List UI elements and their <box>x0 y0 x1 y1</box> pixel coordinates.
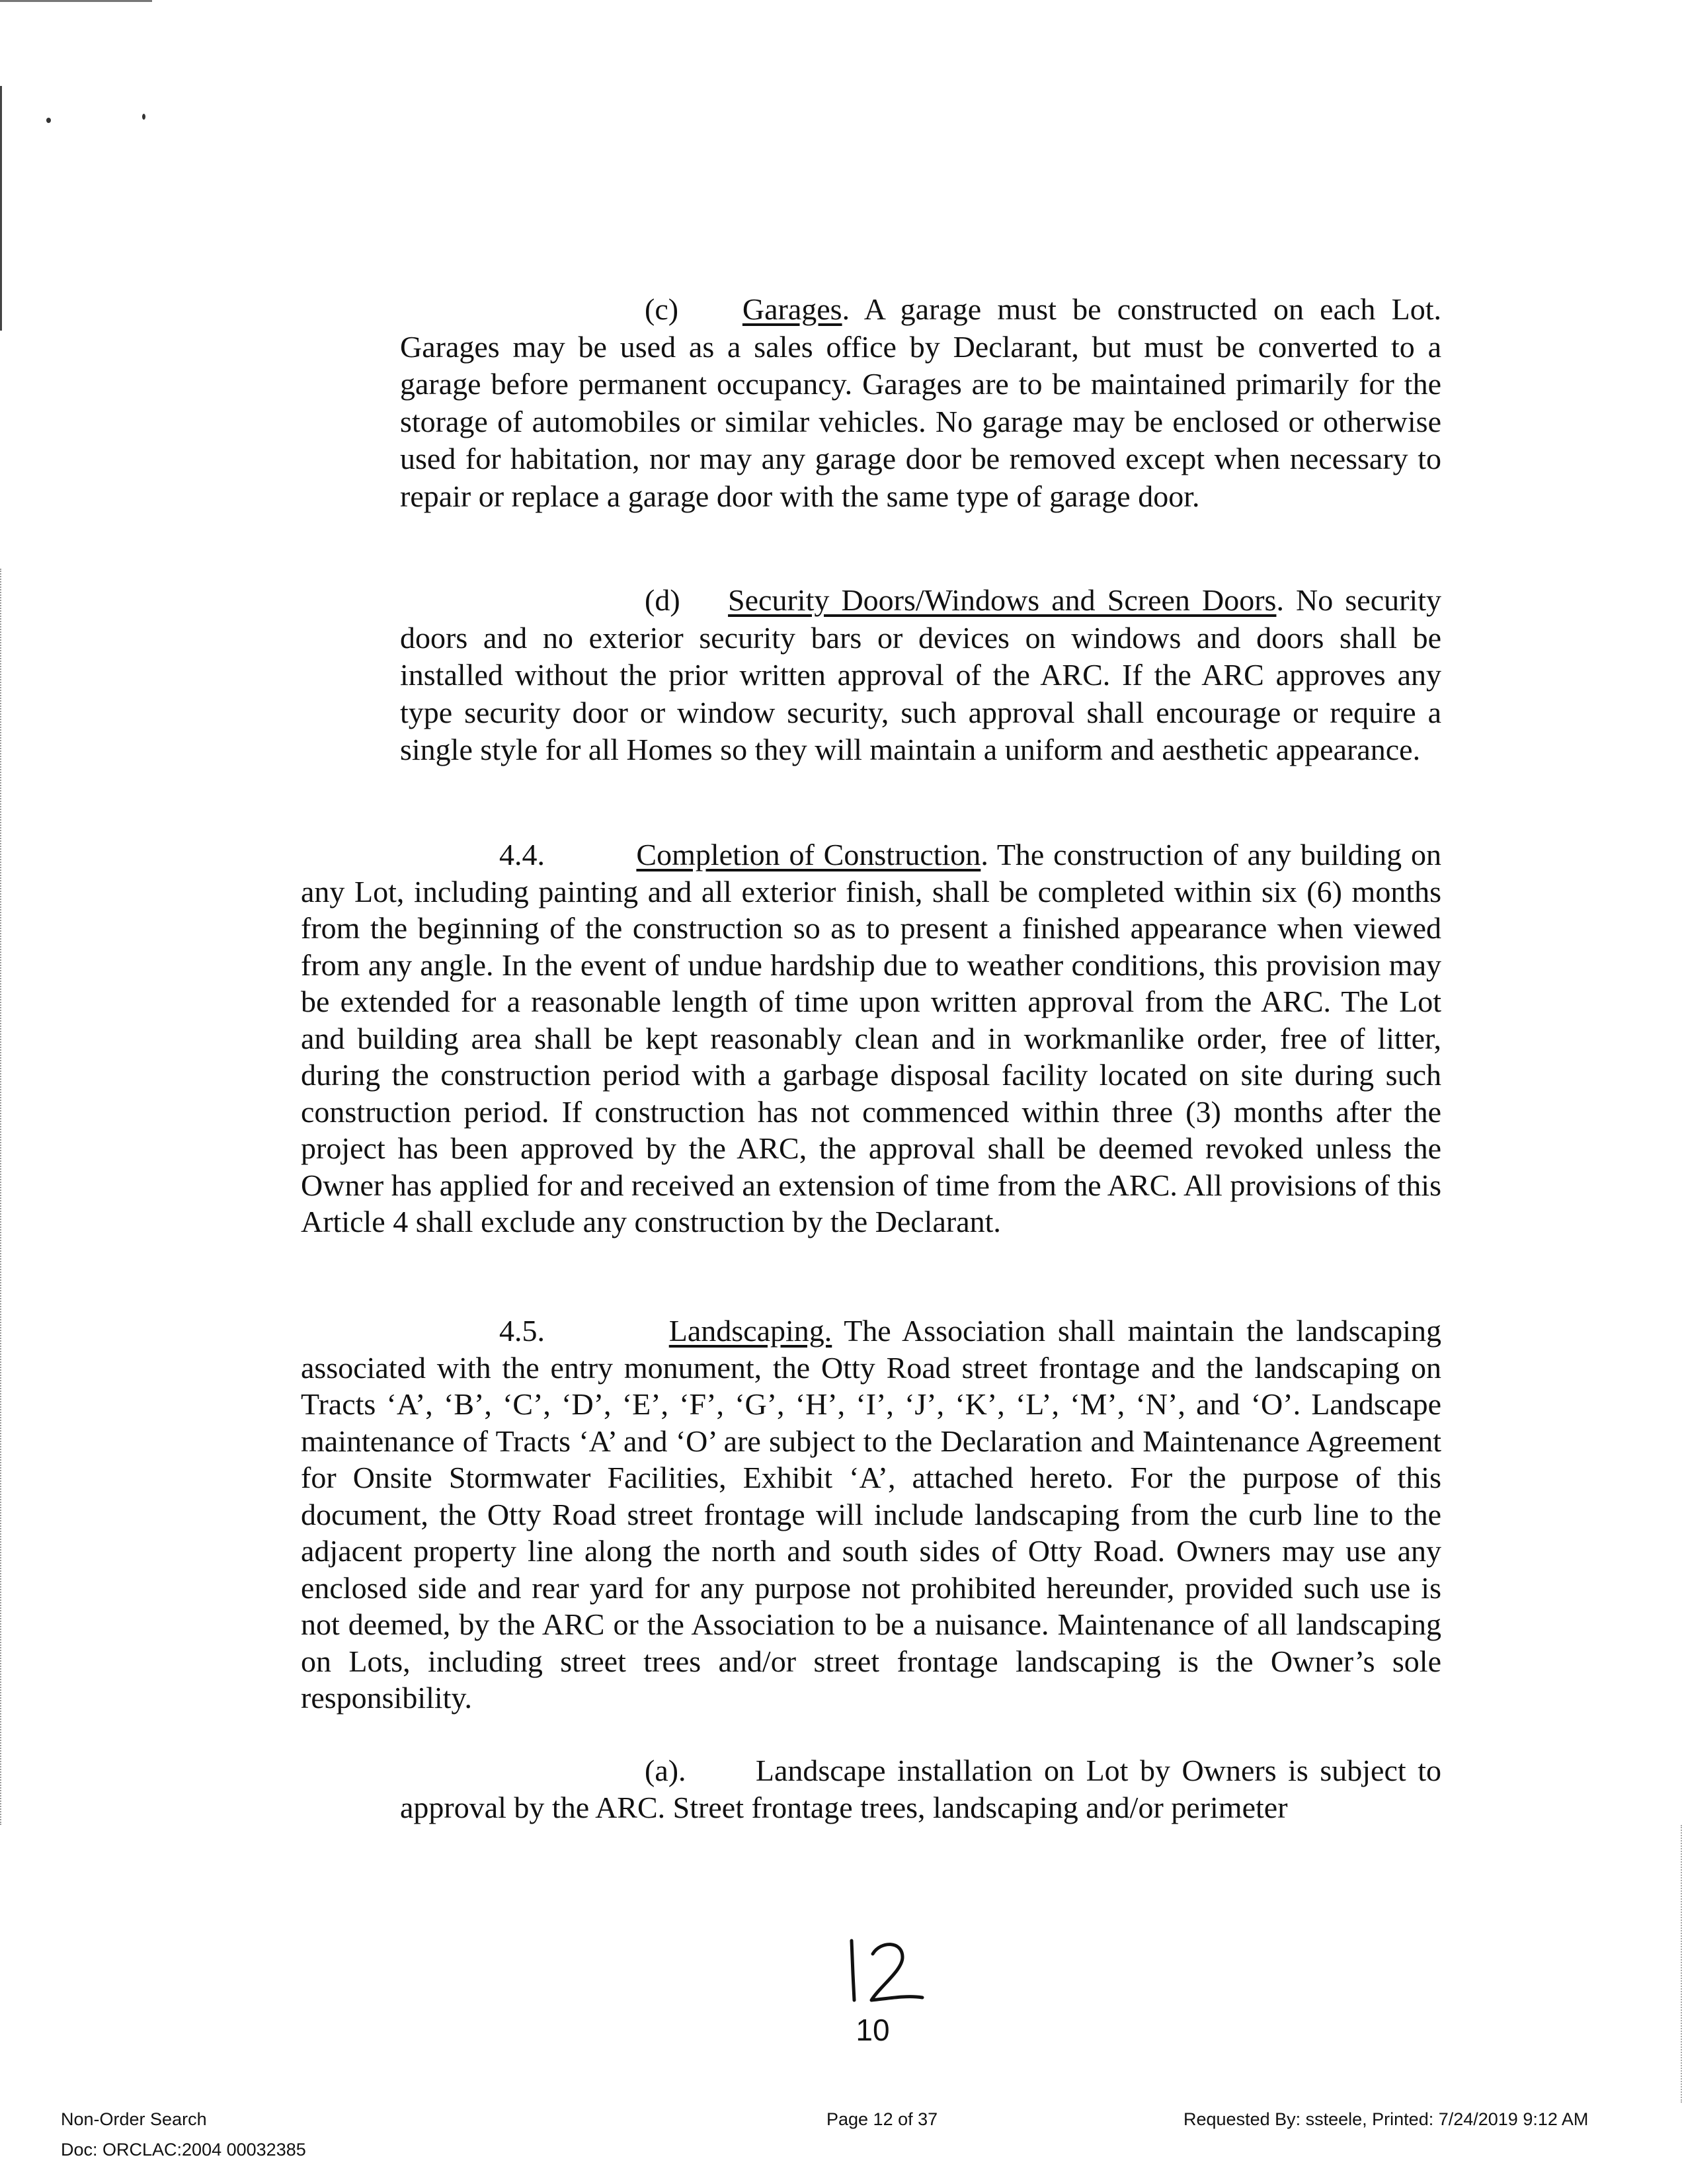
section-heading: Completion of Construction <box>636 838 981 871</box>
section-number: 4.5. <box>499 1314 545 1348</box>
scan-edge-right-dotted <box>1679 1825 1682 2103</box>
section-number: 4.4. <box>499 838 545 871</box>
scan-edge-left <box>0 86 2 331</box>
paragraph-landscaping <box>301 1313 1441 1717</box>
paragraph-text: The Association shall maintain the landscaping associated with the entry monument, the Otty Road street frontage and the landscaping on Tracts ‘A’, ‘B’, ‘C’, ‘D’, ‘E’, ‘F’, ‘G’, ‘H’, ‘I’, ‘J’, ‘K’, ‘L’, ‘M’, ‘N’, and ‘O’. Landscape maintenance of Tracts ‘A’ and ‘O’ are subject to the Declaration and Maintenance Agreement for Onsite Stormwater Facilities, Exhibit ‘A’, attached hereto. For the purpose of this document, the Otty Road street frontage will include landscaping from the curb line to the adjacent property line along the north and south sides of Otty Road. Owners may use any enclosed side and rear yard for any purpose not prohibited hereunder, provided such use is not deemed, by the ARC or the Association to be a nuisance. Maintenance of all landscaping on Lots, including street trees and/or street frontage landscaping is the Owner’s sole responsibility. <box>301 1314 1441 1715</box>
paragraph-label: (a). <box>645 1754 686 1787</box>
footer-search-type: Non-Order Search <box>61 2109 207 2129</box>
paragraph-text: . The construction of any building on any Lot, including painting and all exterior finish, shall be completed within six (6) months from the beginning of the construction so as to present a finished appearance when viewed from any angle. In the event of undue hardship due to weather conditions, this provision may be extended for a reasonable length of time upon written approval from the ARC. The Lot and building area shall be kept reasonably clean and in workmanlike order, free of litter, during the construction period with a garbage disposal facility located on site during such construction period. If construction has not commenced within three (3) months after the project has been approved by the ARC, the approval shall be deemed revoked unless the Owner has applied for and received an extension of time from the ARC. All provisions of this Article 4 shall exclude any construction by the Declarant. <box>301 838 1442 1238</box>
footer-page-count: Page 12 of 37 <box>826 2109 938 2129</box>
paragraph-label: (d) <box>645 583 680 617</box>
paragraph-heading: Garages <box>742 292 842 326</box>
paragraph-label: (c) <box>645 292 679 326</box>
paragraph-text: Landscape installation on Lot by Owners is subject to approval by the ARC. Street frontage trees, landscaping and/or perimeter <box>400 1754 1441 1824</box>
scan-speck <box>46 118 51 123</box>
paragraph-heading: Security Doors/Windows and Screen Doors <box>728 583 1277 617</box>
scan-edge-top <box>0 0 152 2</box>
scan-speck <box>142 114 145 120</box>
paragraph-completion-of-construction <box>301 836 1441 1240</box>
paragraph-security-doors <box>400 582 1441 769</box>
handwritten-page-number <box>840 1934 932 2007</box>
section-heading: Landscaping. <box>668 1314 832 1348</box>
footer-document-id: Doc: ORCLAC:2004 00032385 <box>61 2140 306 2160</box>
page-number: 10 <box>856 2013 890 2047</box>
paragraph-landscape-installation <box>400 1752 1441 1826</box>
paragraph-garages <box>400 291 1441 515</box>
paragraph-text: . A garage must be constructed on each Lot. Garages may be used as a sales office by Declarant, but must be converted to a garage before permanent occupancy. Garages are to be maintained primarily for the storage of automobiles or similar vehicles. No garage may be enclosed or otherwise used for habitation, nor may any garage door be removed except when necessary to repair or replace a garage door with the same type of garage door. <box>400 292 1441 513</box>
footer-request-info: Requested By: ssteele, Printed: 7/24/2019 9:12 AM <box>1183 2109 1589 2129</box>
scan-edge-left-dotted <box>0 569 3 1825</box>
paragraph-text: . No security doors and no exterior security bars or devices on windows and doors shall be installed without the prior written approval of the ARC. If the ARC approves any type security door or window security, such approval shall encourage or require a single style for all Homes so they will maintain a uniform and aesthetic appearance. <box>400 583 1441 766</box>
